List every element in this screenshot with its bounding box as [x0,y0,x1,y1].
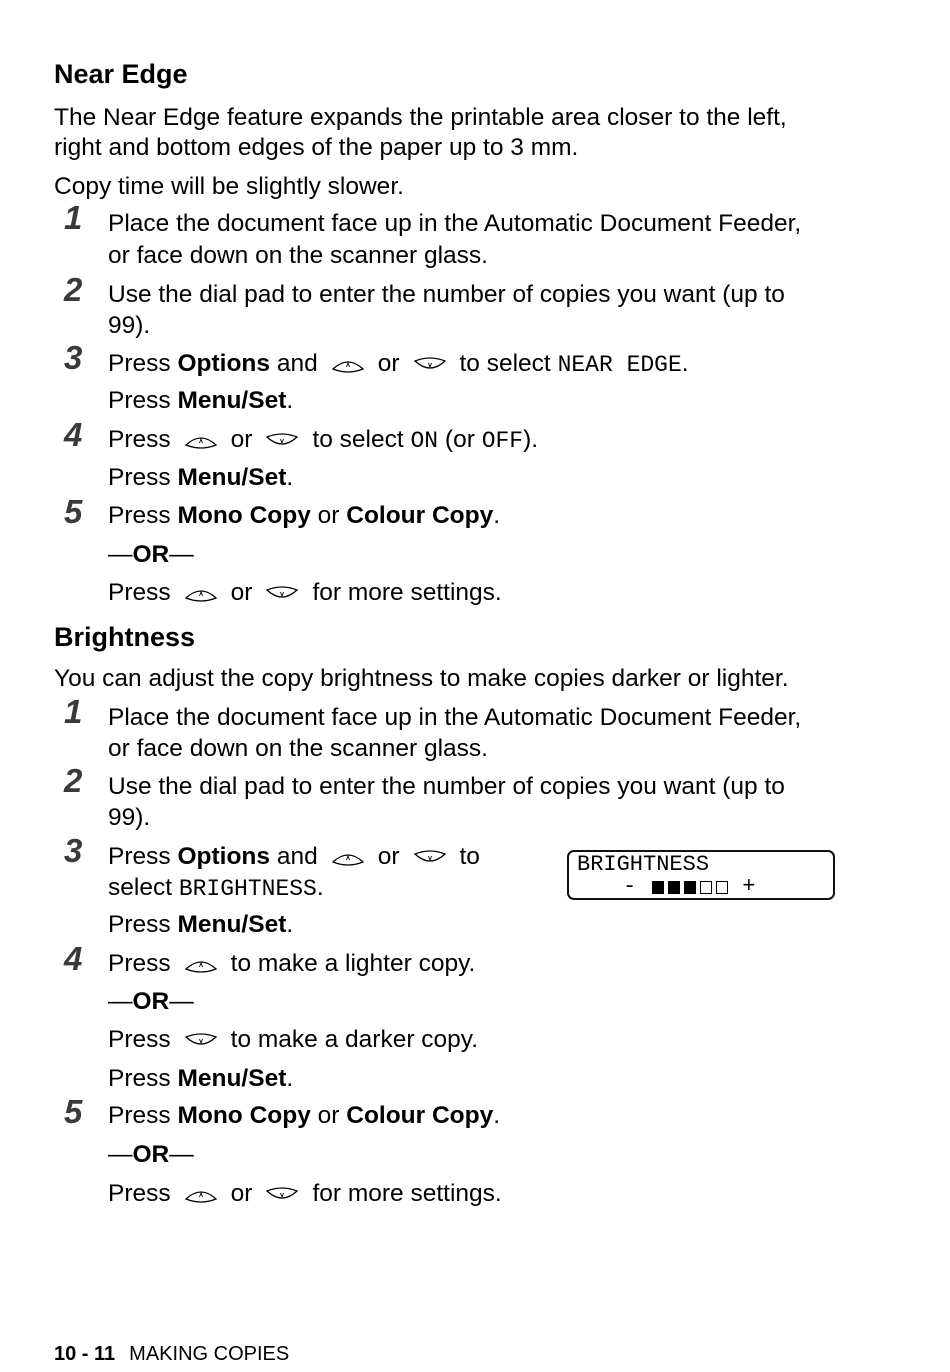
or-separator [108,541,194,569]
step-number: 5 [64,493,83,530]
dash: — [108,988,133,1015]
menu-set-key-label: Menu/Set [177,387,287,414]
lcd-brightness-scale [623,875,755,899]
step-number: 1 [64,199,83,236]
lcd-display [567,850,835,900]
text: . [681,350,689,377]
step-text [108,1065,293,1093]
options-key-label: Options [177,350,270,377]
text: to make a darker copy. [230,1026,479,1053]
text: Press [108,387,171,414]
lcd-value: NEAR EDGE [557,352,682,378]
step-number: 4 [64,416,83,453]
text: Press [108,426,171,453]
near-edge-note: Copy time will be slightly slower. [54,173,404,200]
text: to select [459,350,551,377]
step-text: Place the document face up in the Automatic Document Feeder, [108,210,802,237]
level-segment-filled [652,881,664,894]
mono-copy-key-label: Mono Copy [177,502,311,529]
text: to select [312,426,404,453]
dash: — [169,1141,194,1168]
step-text: Place the document face up in the Automatic Document Feeder, [108,704,802,731]
step-text [108,502,500,530]
lcd-value: BRIGHTNESS [178,876,317,902]
up-arrow-key-icon [183,429,219,451]
dash: — [169,988,194,1015]
lcd-line1: BRIGHTNESS [577,852,710,877]
lcd-minus: - [623,874,637,899]
step-number: 1 [64,693,83,730]
text: Press [108,350,171,377]
section-title: MAKING COPIES [129,1343,290,1365]
text: . [493,1102,501,1129]
text: Press [108,502,171,529]
text: . [316,874,324,901]
text: Press [108,950,171,977]
up-arrow-key-icon [183,953,219,975]
text: Press [108,843,171,870]
text: or [230,1180,253,1207]
text: or [317,502,340,529]
dash: — [108,541,133,568]
page-number: 10 - 11 [54,1343,116,1365]
step-text [108,350,689,379]
text: to make a lighter copy. [230,950,476,977]
lcd-value: ON [410,428,439,454]
step-text: or face down on the scanner glass. [108,735,488,762]
dash: — [169,541,194,568]
step-text: 99). [108,312,151,339]
near-edge-heading: Near Edge [54,59,188,89]
menu-set-key-label: Menu/Set [177,911,287,938]
text: for more settings. [312,1180,502,1207]
step-text [108,1026,478,1054]
colour-copy-key-label: Colour Copy [346,502,494,529]
down-arrow-key-icon [264,429,300,451]
lcd-value: OFF [481,428,524,454]
text: Press [108,579,171,606]
text: . [286,911,294,938]
step-text [108,874,324,903]
text: . [286,464,294,491]
down-arrow-key-icon [412,353,448,375]
step-text: 99). [108,804,151,831]
or-separator [108,1141,194,1169]
step-text: Use the dial pad to enter the number of copies you want (up to [108,281,785,308]
dash: — [108,1141,133,1168]
level-segment-filled [668,881,680,894]
level-segment-filled [684,881,696,894]
text: Press [108,1102,171,1129]
menu-set-key-label: Menu/Set [177,1065,287,1092]
mono-copy-key-label: Mono Copy [177,1102,311,1129]
down-arrow-key-icon [412,846,448,868]
near-edge-intro-line2: right and bottom edges of the paper up to 3 mm. [54,134,579,161]
text: Press [108,1180,171,1207]
step-text [108,426,538,455]
or-label: OR [132,1141,170,1168]
step-number: 2 [64,271,83,308]
step-number: 4 [64,940,83,977]
text: or [377,843,400,870]
step-text [108,843,480,871]
step-text [108,1102,500,1130]
or-separator [108,988,194,1016]
text: Press [108,1065,171,1092]
text: . [286,1065,294,1092]
options-key-label: Options [177,843,270,870]
step-text [108,950,475,978]
text: select [108,874,173,901]
lcd-plus: + [742,874,756,899]
text: ). [523,426,539,453]
text: Press [108,911,171,938]
text: to [459,843,480,870]
text: Press [108,464,171,491]
text: for more settings. [312,579,502,606]
up-arrow-key-icon [183,1183,219,1205]
brightness-level-bar [652,881,732,894]
down-arrow-key-icon [183,1029,219,1051]
step-number: 2 [64,762,83,799]
text: . [493,502,501,529]
step-number: 3 [64,832,83,869]
or-label: OR [132,541,170,568]
brightness-intro: You can adjust the copy brightness to make copies darker or lighter. [54,665,789,692]
down-arrow-key-icon [264,582,300,604]
step-text: Use the dial pad to enter the number of copies you want (up to [108,773,785,800]
step-number: 3 [64,339,83,376]
colour-copy-key-label: Colour Copy [346,1102,494,1129]
up-arrow-key-icon [330,353,366,375]
step-text [108,387,293,415]
text: . [286,387,294,414]
text: or [230,579,253,606]
step-text [108,579,502,607]
text: (or [444,426,475,453]
menu-set-key-label: Menu/Set [177,464,287,491]
text: or [230,426,253,453]
up-arrow-key-icon [330,846,366,868]
level-segment-empty [716,881,728,894]
step-text [108,464,293,492]
text: or [377,350,400,377]
or-label: OR [132,988,170,1015]
page-footer [54,1342,289,1366]
step-text [108,1180,502,1208]
down-arrow-key-icon [264,1183,300,1205]
text: and [276,843,318,870]
up-arrow-key-icon [183,582,219,604]
step-text: or face down on the scanner glass. [108,242,488,269]
step-number: 5 [64,1093,83,1130]
text: Press [108,1026,171,1053]
brightness-heading: Brightness [54,622,196,652]
text: or [317,1102,340,1129]
near-edge-intro-line1: The Near Edge feature expands the printable area closer to the left, [54,104,787,131]
step-text [108,911,293,939]
text: and [276,350,318,377]
level-segment-empty [700,881,712,894]
